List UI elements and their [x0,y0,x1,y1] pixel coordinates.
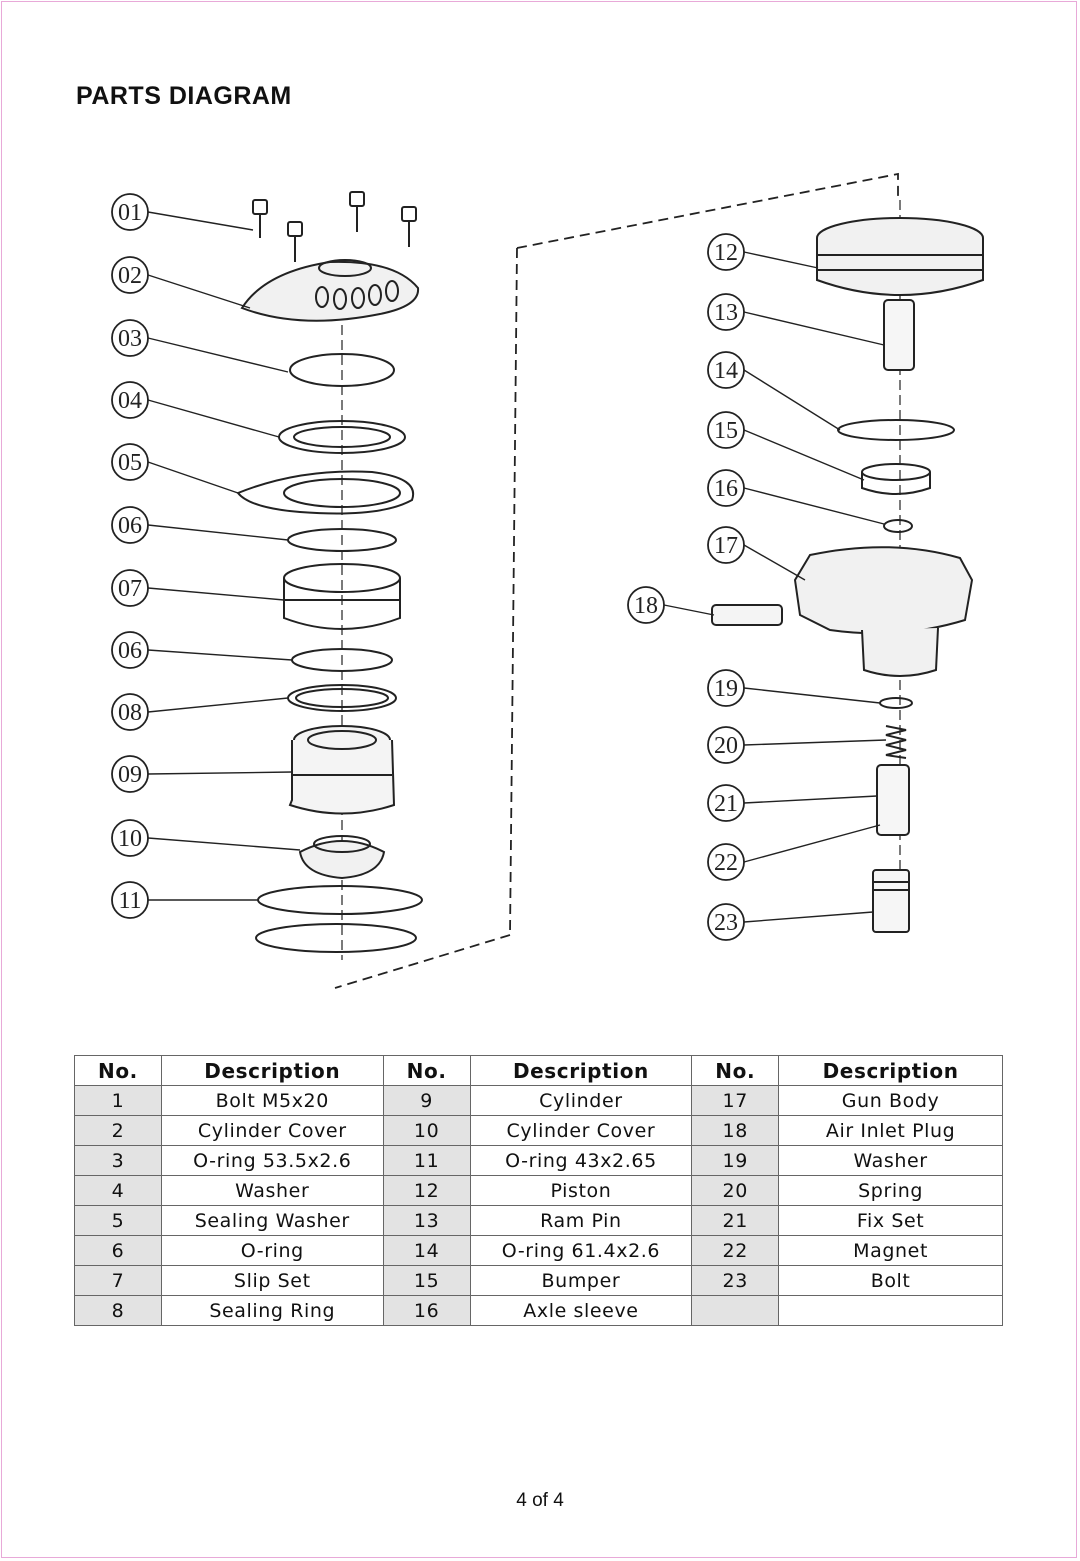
parts-diagram [0,160,1080,1000]
part-description: Ram Pin [470,1206,692,1236]
svg-text:16: 16 [714,476,738,502]
part-number: 4 [75,1176,162,1206]
callout-01 [112,194,148,230]
part-number: 20 [692,1176,779,1206]
part-number: 15 [383,1266,470,1296]
part-description: Washer [161,1176,383,1206]
callout-19 [708,670,744,706]
callout-06b [112,632,148,668]
part-description: Sealing Ring [161,1296,383,1326]
part-description [779,1296,1003,1326]
svg-text:14: 14 [714,358,738,384]
header-description: Description [470,1056,692,1086]
svg-text:01: 01 [118,200,142,226]
svg-text:07: 07 [118,576,142,602]
header-description: Description [779,1056,1003,1086]
callout-12 [708,234,744,270]
part-number: 18 [692,1116,779,1146]
part-description: O-ring 43x2.65 [470,1146,692,1176]
svg-text:06: 06 [118,513,142,539]
axle-sleeve-part-16 [884,520,912,532]
part-description: Cylinder Cover [161,1116,383,1146]
part-number [692,1296,779,1326]
part-number: 6 [75,1236,162,1266]
callout-14 [708,352,744,388]
o-ring-part-14 [838,420,954,440]
callout-03 [112,320,148,356]
table-row [75,1236,1003,1266]
part-description: Axle sleeve [470,1296,692,1326]
part-number: 10 [383,1116,470,1146]
svg-text:11: 11 [118,888,142,914]
callout-09 [112,756,148,792]
part-number: 21 [692,1206,779,1236]
bolt-part-23 [873,870,909,932]
ram-pin-part-13 [884,300,914,370]
svg-text:03: 03 [118,326,142,352]
svg-text:19: 19 [714,676,738,702]
callout-02 [112,257,148,293]
bolts-part-01 [253,192,416,262]
bumper-part-15 [862,464,930,494]
part-description: Air Inlet Plug [779,1116,1003,1146]
callout-22 [708,844,744,880]
sealing-washer-part-05 [238,471,413,513]
part-number: 16 [383,1296,470,1326]
table-row [75,1296,1003,1326]
fix-set-part-21 [877,765,909,835]
callout-15 [708,412,744,448]
part-description: Slip Set [161,1266,383,1296]
cylinder-part-09 [290,726,394,814]
frame-dashed-bottom [335,935,510,988]
svg-text:09: 09 [118,762,142,788]
table-row [75,1116,1003,1146]
spring-part-20 [886,726,906,758]
callout-08 [112,694,148,730]
piston-part-12 [817,218,983,295]
header-description: Description [161,1056,383,1086]
part-number: 1 [75,1086,162,1116]
part-number: 19 [692,1146,779,1176]
svg-text:05: 05 [118,450,142,476]
part-description: O-ring 61.4x2.6 [470,1236,692,1266]
table-header-row [75,1056,1003,1086]
parts-table [74,1055,1003,1326]
o-ring-part-11 [256,886,422,952]
part-number: 13 [383,1206,470,1236]
svg-text:04: 04 [118,388,142,414]
table-row [75,1146,1003,1176]
table-row [75,1086,1003,1116]
part-description: Cylinder Cover [470,1116,692,1146]
callout-10 [112,820,148,856]
svg-text:12: 12 [714,240,738,266]
part-number: 7 [75,1266,162,1296]
table-row [75,1206,1003,1236]
part-number: 14 [383,1236,470,1266]
part-description: Bolt [779,1266,1003,1296]
part-description: O-ring 53.5x2.6 [161,1146,383,1176]
header-no: No. [75,1056,162,1086]
part-number: 8 [75,1296,162,1326]
table-row [75,1176,1003,1206]
part-description: Bolt M5x20 [161,1086,383,1116]
page-title: PARTS DIAGRAM [76,82,292,110]
callout-11 [112,882,148,918]
part-description: Spring [779,1176,1003,1206]
part-description: Fix Set [779,1206,1003,1236]
gun-body-part-17 [795,547,972,676]
part-number: 3 [75,1146,162,1176]
header-no: No. [692,1056,779,1086]
svg-text:17: 17 [714,533,738,559]
callout-21 [708,785,744,821]
callout-06a [112,507,148,543]
callout-18 [628,587,664,623]
svg-text:06: 06 [118,638,142,664]
callout-20 [708,727,744,763]
callout-04 [112,382,148,418]
part-number: 17 [692,1086,779,1116]
table-row [75,1266,1003,1296]
svg-text:18: 18 [634,593,658,619]
svg-text:02: 02 [118,263,142,289]
part-description: Piston [470,1176,692,1206]
part-number: 12 [383,1176,470,1206]
svg-text:22: 22 [714,850,738,876]
part-description: Cylinder [470,1086,692,1116]
frame-dashed-left [510,248,517,935]
part-number: 11 [383,1146,470,1176]
callout-17 [708,527,744,563]
svg-text:21: 21 [714,791,738,817]
part-description: Bumper [470,1266,692,1296]
svg-text:20: 20 [714,733,738,759]
svg-text:15: 15 [714,418,738,444]
part-number: 23 [692,1266,779,1296]
cylinder-cover-part-10 [300,836,384,878]
air-inlet-plug-part-18 [712,605,782,625]
part-number: 2 [75,1116,162,1146]
svg-text:10: 10 [118,826,142,852]
svg-text:08: 08 [118,700,142,726]
part-number: 5 [75,1206,162,1236]
part-description: Gun Body [779,1086,1003,1116]
callout-05 [112,444,148,480]
callout-13 [708,294,744,330]
svg-text:13: 13 [714,300,738,326]
callout-16 [708,470,744,506]
callout-07 [112,570,148,606]
part-number: 22 [692,1236,779,1266]
part-number: 9 [383,1086,470,1116]
part-description: Washer [779,1146,1003,1176]
callout-23 [708,904,744,940]
part-description: O-ring [161,1236,383,1266]
washer-part-19 [880,698,912,708]
part-description: Sealing Washer [161,1206,383,1236]
cylinder-cover-part-02 [242,260,418,321]
part-description: Magnet [779,1236,1003,1266]
sealing-ring-part-08 [288,685,396,711]
header-no: No. [383,1056,470,1086]
page-number: 4 of 4 [516,1490,564,1511]
svg-text:23: 23 [714,910,738,936]
